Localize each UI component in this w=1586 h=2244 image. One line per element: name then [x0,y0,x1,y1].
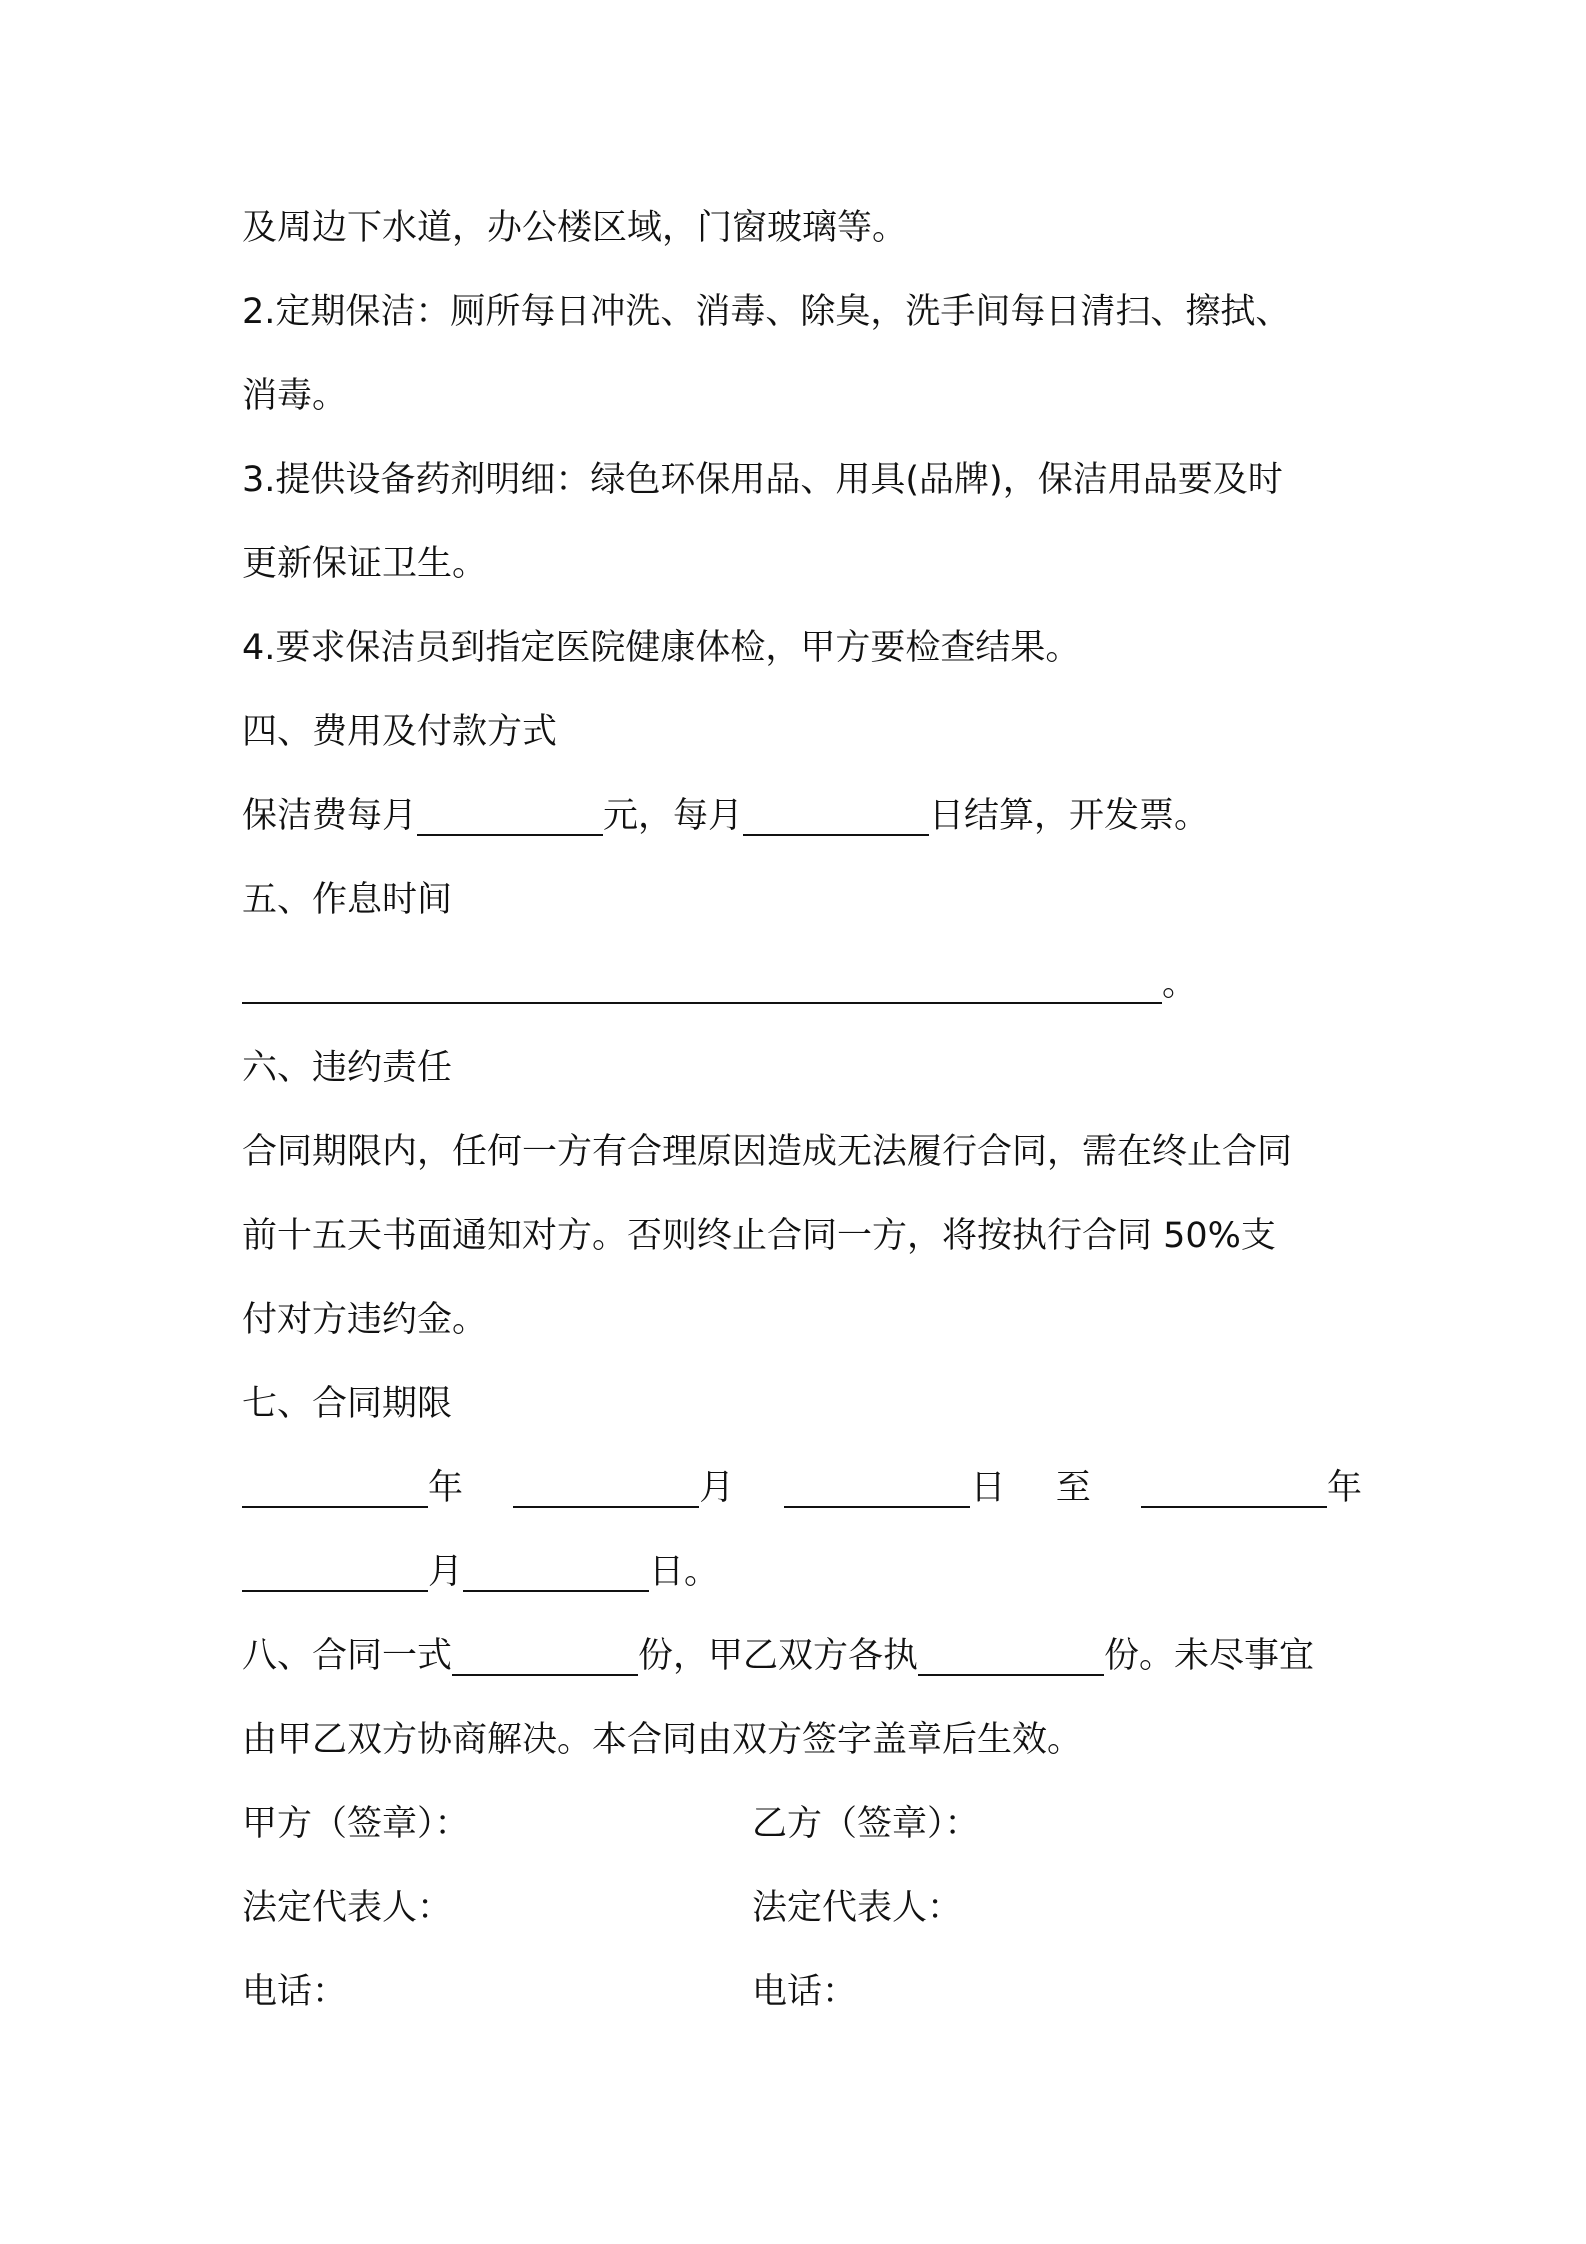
term-day2-text: 日。 [649,1552,720,1592]
copies-each-blank [918,1630,1104,1676]
end-day-blank [463,1546,649,1592]
section5-heading [242,870,1362,930]
term-month1-text: 月 [699,1468,735,1508]
fee-line [242,786,1362,846]
s8-prefix-text: 八、合同一式 [242,1636,453,1676]
breach-line3-text: 付对方违约金。 [242,1300,488,1340]
term-end-year [1141,1458,1362,1518]
schedule-line [242,954,1362,1014]
section6-heading [242,1038,1362,1098]
fee-suffix-text: 日结算，开发票。 [929,796,1210,836]
start-month-blank [513,1462,699,1508]
breach-paragraph-line1 [242,1122,1362,1182]
term-start-year [242,1458,463,1518]
paragraph-item4 [242,618,1362,678]
section7-heading [242,1374,1362,1434]
settlement-day-blank [743,790,929,836]
section8-line2 [242,1710,1362,1770]
item3-line1-text: 3.提供设备药剂明细：绿色环保用品、用具(品牌)，保洁用品要及时 [242,460,1283,500]
section8-line1 [242,1626,1362,1686]
s8-line2-text: 由甲乙双方协商解决。本合同由双方签字盖章后生效。 [242,1720,1083,1760]
section4-heading [242,702,1362,762]
party-b-phone-label: 电话： [752,1972,858,2012]
representative-row [242,1878,1362,1938]
breach-paragraph-line2 [242,1206,1362,1266]
paragraph-item3-cont [242,534,1362,594]
start-day-blank [784,1462,970,1508]
item2-line2-text: 消毒。 [242,376,348,416]
term-line2 [242,1542,1362,1602]
item3-line2-text: 更新保证卫生。 [242,544,488,584]
paragraph-item2-cont [242,366,1362,426]
fee-amount-blank [417,790,603,836]
item4-text: 4.要求保洁员到指定医院健康体检，甲方要检查结果。 [242,628,1081,668]
breach-line1-text: 合同期限内，任何一方有合理原因造成无法履行合同，需在终止合同 [242,1132,1293,1172]
schedule-end-text: 。 [1162,964,1198,1004]
phone-row [242,1962,1362,2022]
section5-heading-text: 五、作息时间 [242,880,453,920]
section6-heading-text: 六、违约责任 [242,1048,453,1088]
party-b-sign-label: 乙方（签章）： [752,1804,980,1844]
end-month-blank [242,1546,428,1592]
signature-row [242,1794,1362,1854]
term-year2-text: 年 [1326,1468,1362,1508]
term-month2-text: 月 [428,1552,464,1592]
fee-mid-text: 元，每月 [603,796,744,836]
paragraph-item3 [242,450,1362,510]
term-day1-text: 日 [970,1468,1006,1508]
start-year-blank [242,1462,428,1508]
schedule-blank [242,958,1162,1004]
s8-mid-text: 份，甲乙双方各执 [638,1636,919,1676]
party-a-rep-label: 法定代表人： [242,1888,453,1928]
scope-tail-text: 及周边下水道，办公楼区域，门窗玻璃等。 [242,208,908,248]
party-a-phone-label: 电话： [242,1972,348,2012]
term-start-month [513,1458,734,1518]
copies-total-blank [452,1630,638,1676]
party-b-rep-label: 法定代表人： [752,1888,963,1928]
breach-line2-text: 前十五天书面通知对方。否则终止合同一方，将按执行合同 50%支 [242,1216,1276,1256]
term-year1-text: 年 [428,1468,464,1508]
item2-line1-text: 2.定期保洁：厕所每日冲洗、消毒、除臭，洗手间每日清扫、擦拭、 [242,292,1291,332]
term-start-day [784,1458,1005,1518]
s8-suffix-text: 份。未尽事宜 [1104,1636,1315,1676]
section4-heading-text: 四、费用及付款方式 [242,712,558,752]
section7-heading-text: 七、合同期限 [242,1384,453,1424]
party-a-sign-label: 甲方（签章）： [242,1804,470,1844]
fee-prefix-text: 保洁费每月 [242,796,418,836]
paragraph-item2 [242,282,1362,342]
term-to-text: 至 [1055,1468,1091,1508]
end-year-blank [1141,1462,1327,1508]
paragraph-scope-tail [242,198,1362,258]
breach-paragraph-line3 [242,1290,1362,1350]
term-line1 [242,1458,1362,1518]
